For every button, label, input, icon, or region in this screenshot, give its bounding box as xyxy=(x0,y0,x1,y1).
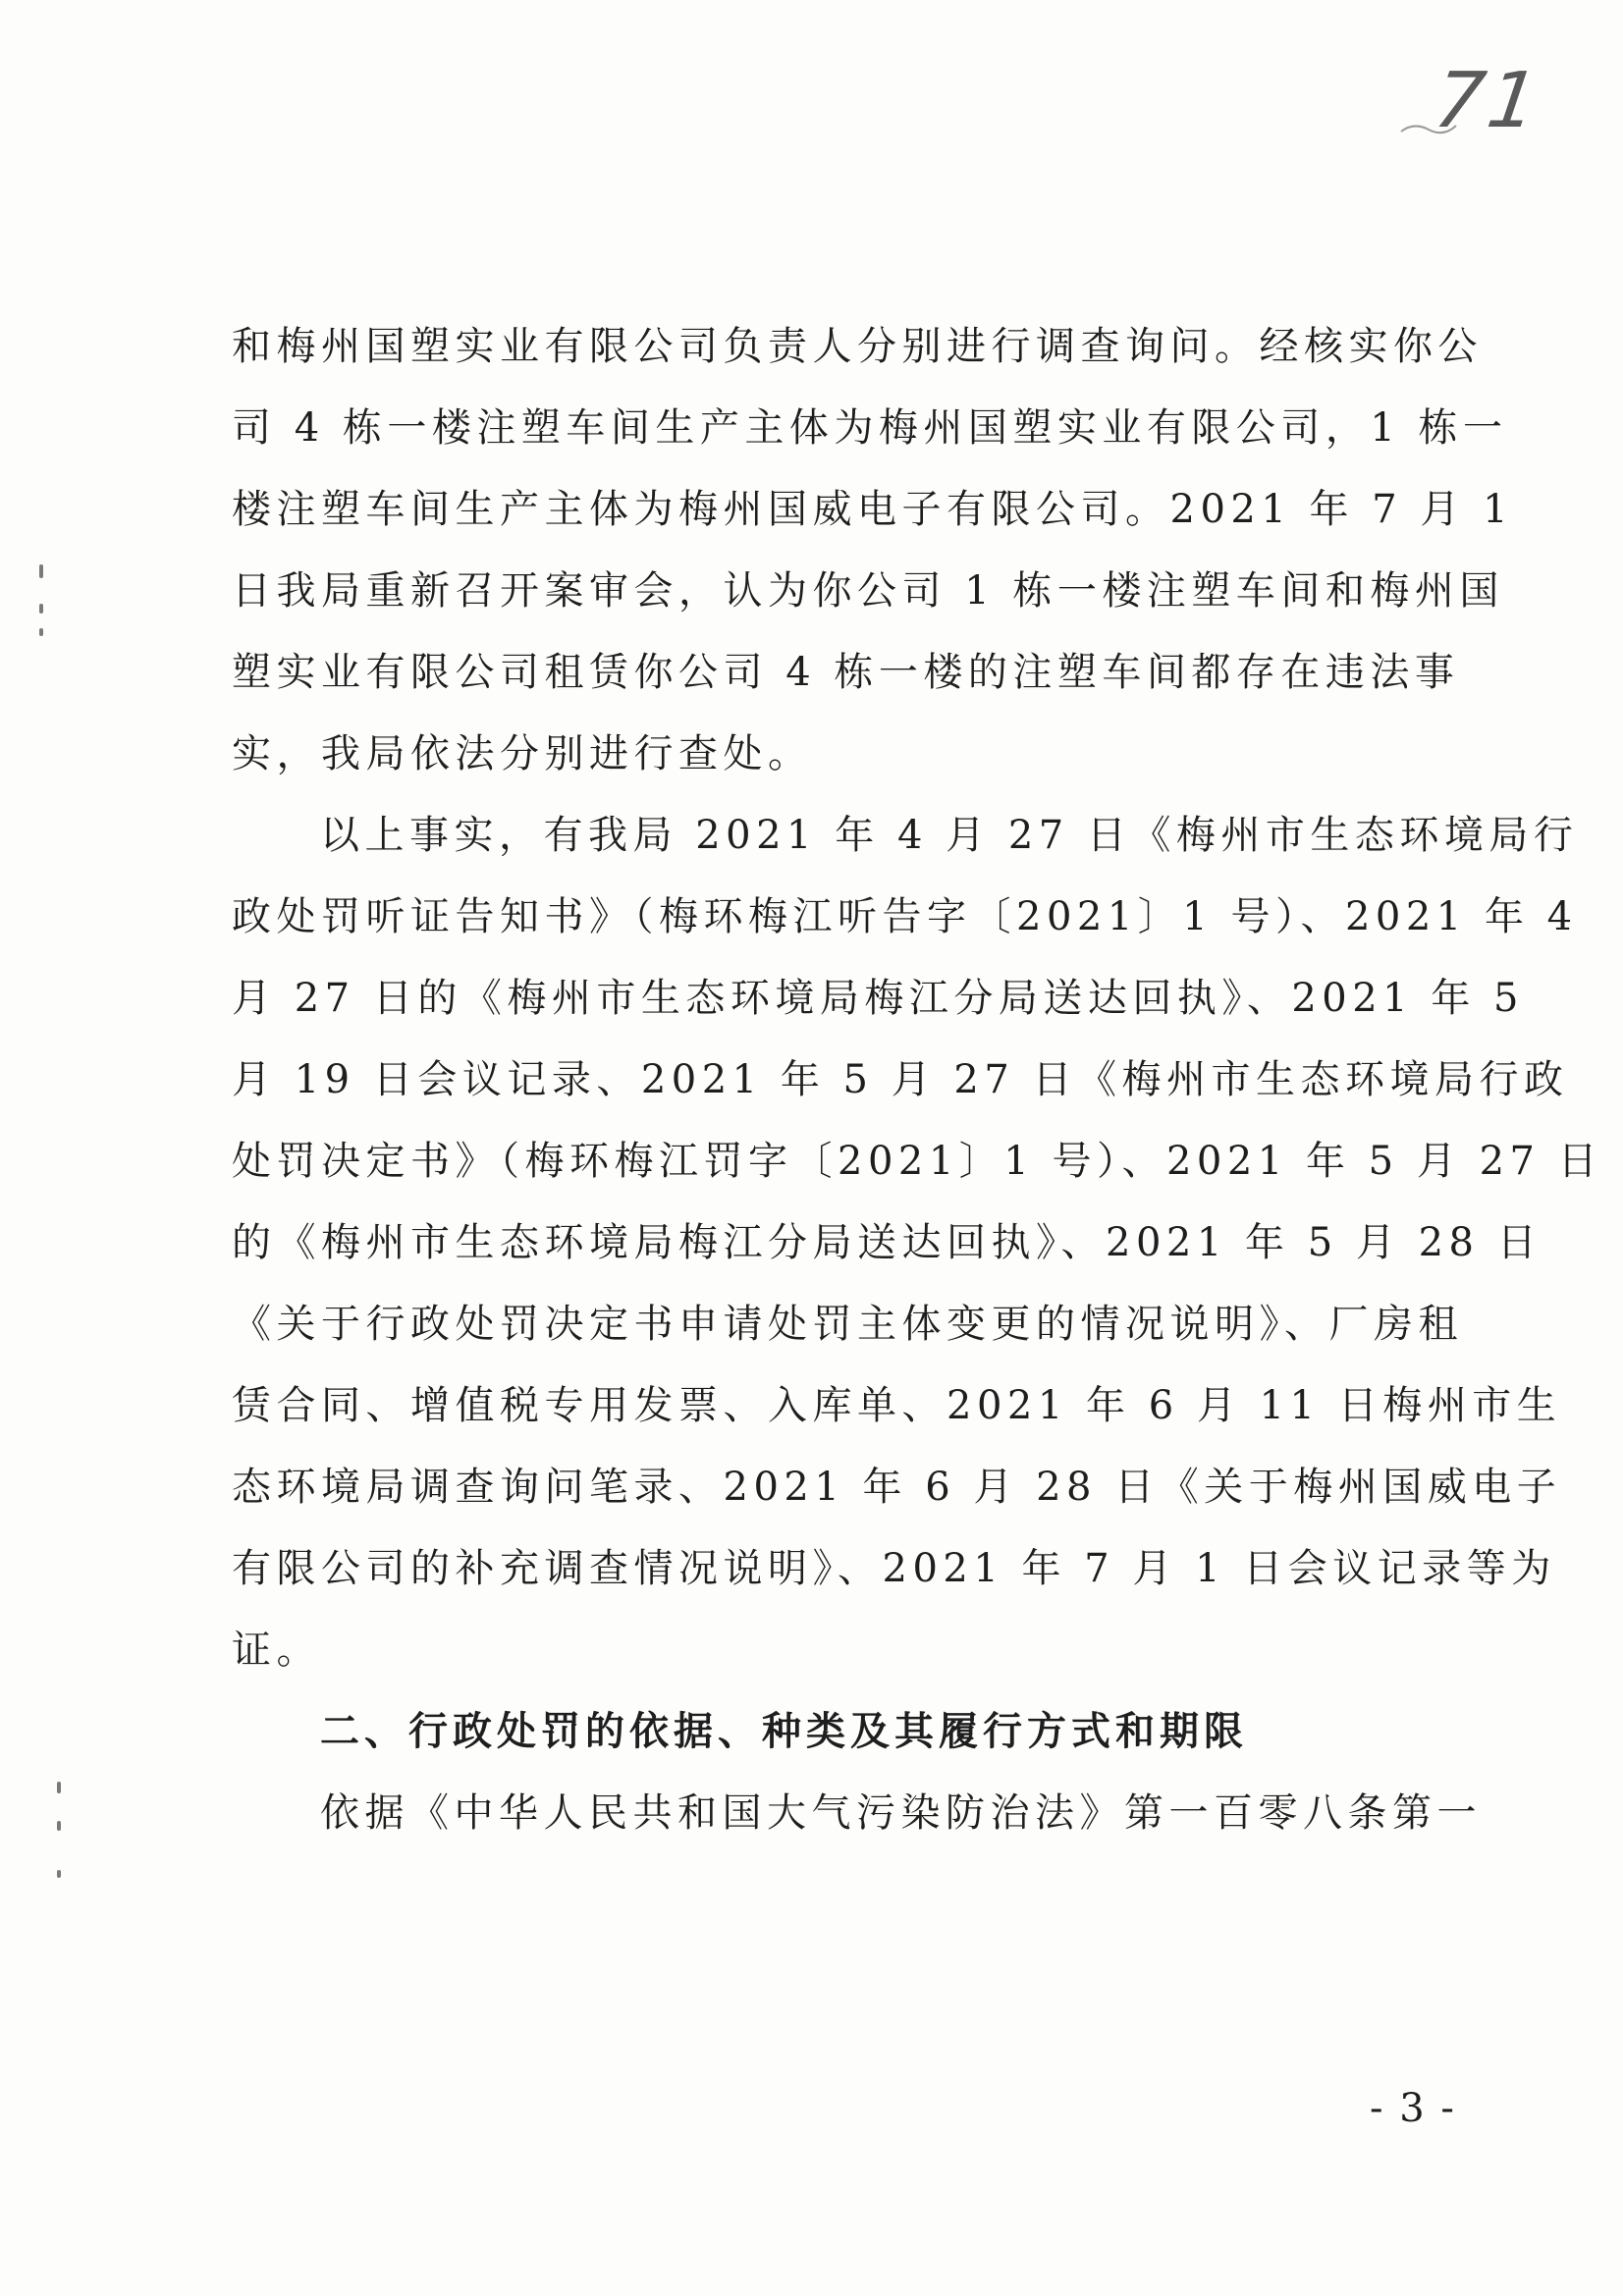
body-line: 的《梅州市生态环境局梅江分局送达回执》、2021 年 5 月 28 日 xyxy=(232,1220,1542,1265)
page-number: - 3 - xyxy=(1370,2086,1456,2131)
body-line: 月 19 日会议记录、2021 年 5 月 27 日《梅州市生态环境局行政 xyxy=(232,1057,1569,1102)
paragraph-start-line: 以上事实，有我局 2021 年 4 月 27 日《梅州市生态环境局行 xyxy=(320,813,1579,858)
binding-hole-mark xyxy=(39,564,43,578)
binding-hole-mark xyxy=(57,1821,61,1831)
body-line: 赁合同、增值税专用发票、入库单、2021 年 6 月 11 日梅州市生 xyxy=(232,1383,1562,1428)
section-heading: 二、行政处罚的依据、种类及其履行方式和期限 xyxy=(320,1709,1248,1754)
body-line: 和梅州国塑实业有限公司负责人分别进行调查询问。经核实你公 xyxy=(232,324,1483,369)
binding-hole-mark xyxy=(39,628,43,636)
body-line: 处罚决定书》（梅环梅江罚字〔2021〕1 号）、2021 年 5 月 27 日 xyxy=(232,1139,1603,1184)
body-line: 日我局重新召开案审会，认为你公司 1 栋一楼注塑车间和梅州国 xyxy=(232,568,1504,614)
binding-hole-mark xyxy=(57,1870,61,1878)
body-line: 司 4 栋一楼注塑车间生产主体为梅州国塑实业有限公司，1 栋一 xyxy=(232,405,1508,451)
binding-hole-mark xyxy=(39,604,43,614)
scribble-mark xyxy=(1399,118,1458,137)
body-line: 有限公司的补充调查情况说明》、2021 年 7 月 1 日会议记录等为 xyxy=(232,1546,1556,1591)
body-line: 态环境局调查询问笔录、2021 年 6 月 28 日《关于梅州国威电子 xyxy=(232,1465,1562,1510)
paragraph-start-line: 依据《中华人民共和国大气污染防治法》第一百零八条第一 xyxy=(320,1790,1482,1836)
body-line: 月 27 日的《梅州市生态环境局梅江分局送达回执》、2021 年 5 xyxy=(232,976,1525,1021)
body-line: 楼注塑车间生产主体为梅州国威电子有限公司。2021 年 7 月 1 xyxy=(232,487,1514,532)
document-body xyxy=(232,306,1603,1854)
body-line: 实，我局依法分别进行查处。 xyxy=(232,731,813,776)
body-line: 证。 xyxy=(232,1628,321,1673)
body-line: 塑实业有限公司租赁你公司 4 栋一楼的注塑车间都存在违法事 xyxy=(232,650,1460,695)
binding-hole-mark xyxy=(57,1782,61,1793)
body-line: 政处罚听证告知书》（梅环梅江听告字〔2021〕1 号）、2021 年 4 xyxy=(232,894,1578,939)
handwritten-page-annotation: 71 xyxy=(1429,57,1547,145)
body-line: 《关于行政处罚决定书申请处罚主体变更的情况说明》、厂房租 xyxy=(232,1302,1463,1347)
